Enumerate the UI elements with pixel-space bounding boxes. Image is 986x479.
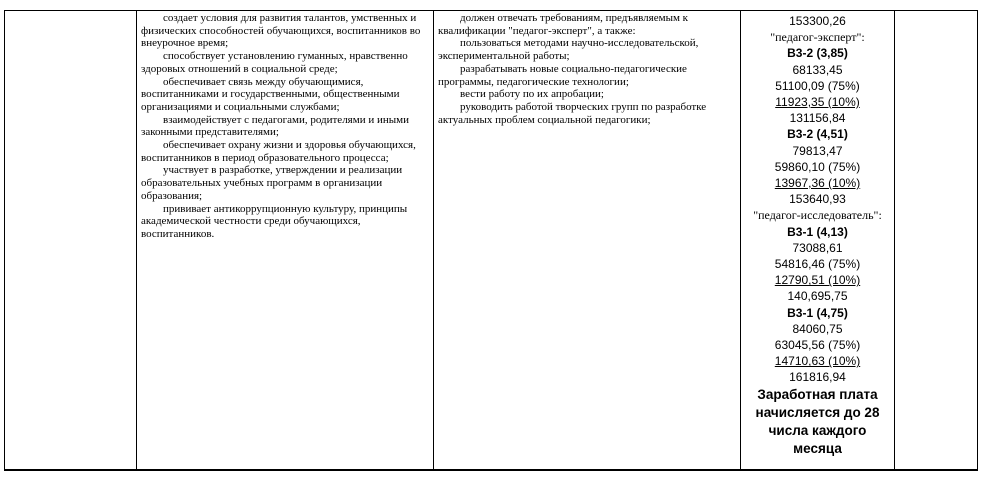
empty-cell-right	[895, 11, 977, 469]
salary-line: В3-1 (4,75)	[787, 305, 848, 320]
salary-line: В3-1 (4,13)	[787, 224, 848, 239]
salary-line: 12790,51 (10%)	[774, 273, 861, 288]
salary-line: "педагог-эксперт":	[770, 30, 865, 45]
paragraph: пользоваться методами научно-исследовательской, экспериментальной работы;	[438, 37, 699, 63]
paragraph: обеспечивает связь между обучающимися, воспитанниками и государственными, общественными организациями и социальными службами;	[141, 75, 400, 113]
paragraph: обеспечивает охрану жизни и здоровья обучающихся, воспитанников в период образовательного процесса;	[141, 139, 416, 164]
salary-line: В3-2 (4,51)	[787, 127, 848, 142]
paragraph: взаимодействует с педагогами, родителями и иными законными представителями;	[141, 113, 409, 139]
salary-line: 51100,09 (75%)	[775, 78, 860, 93]
salary-line: 11923,35 (10%)	[775, 95, 860, 110]
paragraph: вести работу по их апробации;	[460, 88, 604, 101]
paragraph: руководить работой творческих групп по разработке актуальных проблем социальной педагогики;	[438, 100, 707, 126]
salary-line: "педагог-исследователь":	[753, 208, 882, 223]
salary-line: 73088,61	[792, 240, 843, 255]
salary-line: 84060,75	[792, 321, 843, 336]
paragraph: разрабатывать новые социально-педагогические программы, педагогические технологии;	[438, 62, 687, 88]
empty-cell-left	[5, 11, 137, 469]
salary-cell	[741, 11, 895, 469]
salary-line: 161816,94	[789, 370, 846, 385]
salary-line: 79813,47	[792, 143, 843, 158]
salary-line: 59860,10 (75%)	[774, 159, 861, 174]
requirements-cell	[434, 11, 741, 469]
paragraph: способствует установлению гуманных, нравственно здоровых отношений в социальной среде;	[141, 50, 408, 75]
salary-line: 131156,84	[789, 111, 846, 126]
salary-line: 153640,93	[789, 192, 846, 207]
salary-line: Заработная плата начисляется до 28 числа каждого месяца	[755, 386, 880, 456]
paragraph: должен отвечать требованиям, предъявляемым к квалификации "педагог-эксперт", а также:	[438, 12, 689, 37]
paragraph: создает условия для развития талантов, умственных и физических способностей обучающихся, воспитанников во внеурочное время;	[141, 12, 421, 50]
salary-line: 68133,45	[792, 62, 843, 77]
paragraph: участвует в разработке, утверждении и реализации образовательных учебных программ в организации образования;	[141, 164, 403, 202]
salary-line: 13967,36 (10%)	[774, 176, 861, 191]
salary-line: 153300,26	[789, 14, 846, 28]
document-table	[4, 10, 978, 471]
salary-line: 14710,63 (10%)	[774, 354, 861, 369]
salary-line: 63045,56 (75%)	[774, 338, 861, 353]
paragraph: прививает антикоррупционную культуру, принципы академической честности среди обучающихся, воспитанников.	[141, 202, 408, 240]
duties-cell	[137, 11, 434, 469]
salary-line: 140,695,75	[787, 289, 848, 304]
salary-line: В3-2 (3,85)	[787, 46, 848, 61]
salary-line: 54816,46 (75%)	[774, 257, 861, 272]
